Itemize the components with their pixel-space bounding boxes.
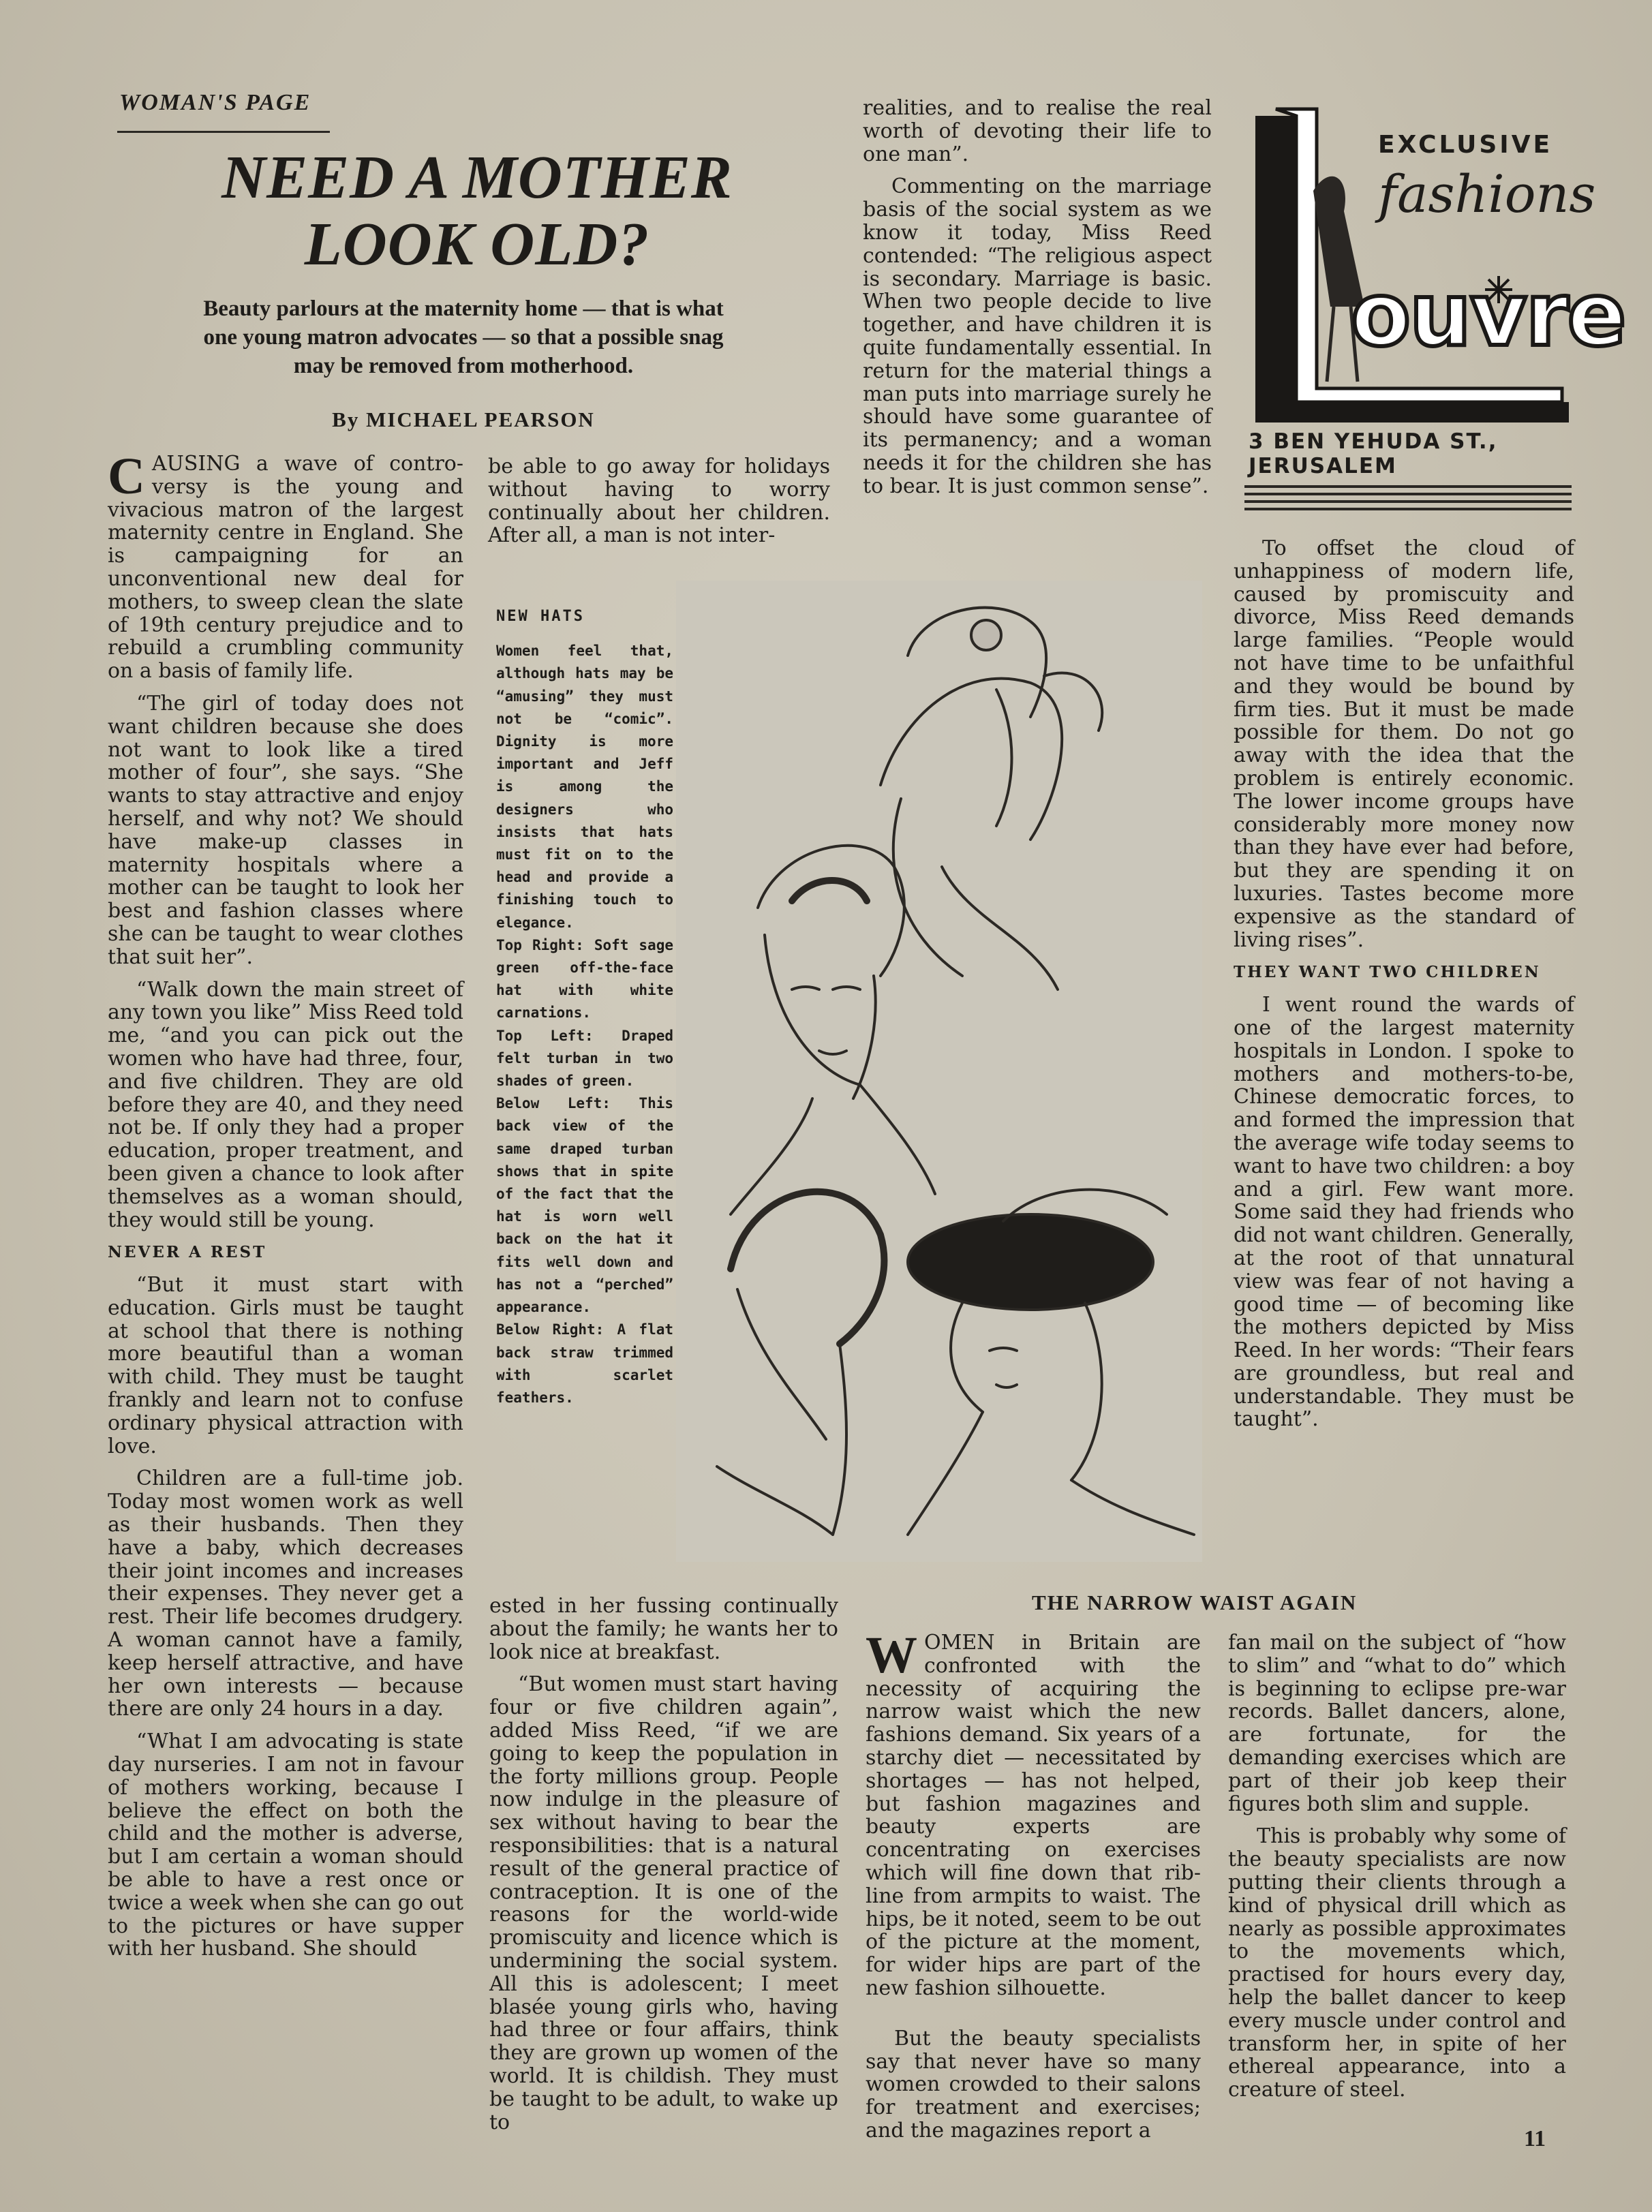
standfirst-line: one young matron advocates — so that a possible snag — [203, 325, 724, 350]
subhead-never-a-rest: NEVER A REST — [108, 1243, 267, 1262]
article-paragraph: OMEN in Britain are confronted with the necessity of acquiring the narrow waist which the new fashions demand. Six years of a starchy diet — necessitated by shortages — has not helped, but fashion magazines and beauty experts are concentrating on exercises which will fine down that rib-line from armpits to waist. The hips, be it noted, seem to be out of the picture at the moment, for wider hips are part of the new fashion silhouette. — [866, 1631, 1201, 2000]
figure-bottom-left — [717, 1192, 884, 1535]
article-paragraph: fan mail on the subject of “how to slim” and “what to do” which is beginning to eclipse pre-war records. Ballet dancers, alone, are fortunate, for the demanding exercises which are part of their job keep their figures both slim and supple. — [1228, 1631, 1566, 1816]
headline — [136, 144, 818, 278]
ad-fashions: fashions — [1378, 164, 1596, 224]
article-column-2-top — [488, 455, 830, 557]
drop-cap: C — [108, 448, 145, 505]
caption-title: NEW HATS — [496, 608, 585, 625]
headline-line-2: LOOK OLD? — [304, 211, 650, 278]
article-paragraph: This is probably why some of the beauty specialists are now putting their clients through a kind of physical drill which as nearly as possible approximates to the movements which, practised for hours every day, help the ballet dancer to keep every muscle under control and transform her, in spite of her ethereal appearance, into a creature of steel. — [1228, 1824, 1566, 2102]
article-paragraph: ested in her fussing continually about the family; he wants her to look nice at breakfast. — [489, 1594, 838, 1664]
article-column-2-bottom — [489, 1595, 838, 2143]
standfirst-line: may be removed from motherhood. — [293, 354, 634, 378]
article-paragraph: be able to go away for holidays without having to worry continually about her children. After all, a man is not inter- — [488, 455, 830, 548]
standfirst — [123, 294, 804, 380]
article-paragraph: “The girl of today does not want children because she does not want to look like a tired mother of four”, she says. “She wants to stay attractive and enjoy herself, and why not? We should have make-up classes in maternity hospitals where a mother can be taught to look her best and fashion classes where she can be taught to wear clothes that suit her”. — [108, 691, 463, 969]
figure-bottom-right — [908, 1190, 1194, 1535]
article-paragraph: Children are a full-time job. Today most women work as well as their husbands. Then they have a baby, which decreases their joint incomes and increases their expenses. They never get a rest. Their life becomes drudgery. A woman cannot have a family, keep herself attractive, and have her own interests — because there are only 24 hours in a day. — [108, 1466, 463, 1721]
section-tag: WOMAN'S PAGE — [119, 90, 311, 115]
caption-text: Below Left: This back view of the same draped turban shows that in spite of the fact that the hat is worn well back on the hat it fits well down and has not a “perched” appearance. — [496, 1095, 673, 1316]
ad-address: 3 BEN YEHUDA ST., JERUSALEM — [1249, 429, 1498, 478]
caption-text: Below Right: A flat back straw trimmed with scarlet feathers. — [496, 1321, 673, 1406]
article-column-4 — [1234, 537, 1574, 1441]
hats-sketch — [676, 581, 1202, 1562]
article-paragraph: “But women must start having four or five children again”, added Miss Reed, “if we are going to keep the population in the forty millions group. People now indulge in the pleasure of sex without having to bear the responsibilities: that is a natural result of the general practice of contraception. It is one of the reasons for the world-wide promiscuity and licence which is undermining the social system. All this is adolescent; I meet blasée young girls who, having had three or four affairs, think they are grown up women of the world. It is childish. They must be taught to be adult, to wake up to — [489, 1672, 838, 2134]
narrow-waist-headline: THE NARROW WAIST AGAIN — [1032, 1591, 1358, 1614]
figure-top-right — [881, 608, 1102, 989]
narrow-waist-column-b — [1228, 1631, 1566, 2111]
article-column-1 — [108, 448, 463, 1970]
standfirst-line: Beauty parlours at the maternity home — that is what — [203, 296, 724, 321]
ad-rule-lines — [1244, 485, 1572, 510]
page-number: 11 — [1524, 2126, 1546, 2151]
caption-text: Top Right: Soft sage green off-the-face hat with white carnations. — [496, 936, 673, 1021]
article-column-3-top — [863, 97, 1212, 508]
caption-text: Top Left: Draped felt turban in two shades of green. — [496, 1027, 673, 1090]
article-paragraph: I went round the wards of one of the largest maternity hospitals in London. I spoke to mothers and mothers-to-be, Chinese democratic forces, to and formed the impression that the average wife today seems to want to have two children: a boy and a girl. Few want more. Some said they had friends who did not want children. Generally, at the root of that unnatural view was fear of not having a good time — of becoming like the mothers depicted by Miss Reed. In her words: “Their fears are groundless, but real and understandable. They must be taught”. — [1234, 993, 1574, 1432]
article-paragraph: realities, and to realise the real worth of devoting their life to one man”. — [863, 96, 1212, 166]
headline-line-1: NEED A MOTHER — [221, 144, 733, 211]
illustration-caption — [496, 605, 673, 1409]
narrow-waist-column-a — [866, 1627, 1201, 2152]
caption-text: Women feel that, although hats may be “amusing” they must not be “comic”. Dignity is more important and Jeff is among the designers who insists that hats must fit on to the head and provide a finishing touch to elegance. — [496, 643, 673, 931]
ad-brand: ouvre — [1351, 264, 1625, 366]
subhead-two-children: THEY WANT TWO CHILDREN — [1234, 963, 1541, 982]
drop-cap: W — [866, 1627, 917, 1684]
louvre-advertisement — [1249, 102, 1625, 478]
hats-illustration — [676, 581, 1202, 1562]
section-rule — [117, 131, 330, 133]
article-paragraph: To offset the cloud of unhappiness of modern life, caused by promiscuity and divorce, Miss Reed demands large families. “People would not have time to be unfaithful and they would be bound by firm ties. But it must be made possible for them. Do not go away with the idea that the problem is entirely economic. The lower income groups have considerably more money now than they have ever had before, but they are spending it on luxuries. Tastes become more expensive as the standard of living rises”. — [1234, 536, 1574, 952]
article-paragraph: AUSING a wave of contro-versy is the young and vivacious matron of the largest maternity centre in England. She is campaigning for an unconventional new deal for mothers, to sweep clean the slate of 19th century prejudice and to rebuild a crumbling community on a basis of family life. — [108, 452, 463, 683]
byline: By MICHAEL PEARSON — [332, 408, 595, 431]
article-paragraph: “What I am advocating is state day nurseries. I am not in favour of mothers working, because I believe the effect on both the child and the mother is adverse, but I am certain a woman should be able to have a rest once or twice a week when she can go out to the pictures or have supper with her husband. She should — [108, 1730, 463, 1961]
article-paragraph: Commenting on the marriage basis of the social system as we know it today, Miss Reed contended: “The religious aspect is secondary. Marriage is basic. When two people decide to live together, and have children it is quite fundamentally essential. In return for the material things a man puts into marriage surely he should have some guarantee of its permanency; and a woman needs it for the children she has to bear. It is just common sense”. — [863, 174, 1212, 498]
article-paragraph: But the beauty specialists say that never have so many women crowded to their salons for treatment and exercises; and the magazines report a — [866, 2026, 1201, 2142]
article-paragraph: “Walk down the main street of any town you like” Miss Reed told me, “and you can pick out the women who have had three, four, and five children. They are old before they are 40, and they need not be. If only they had a proper education, proper treatment, and been given a chance to look after themselves as a woman should, they would still be young. — [108, 977, 463, 1232]
ad-exclusive: EXCLUSIVE — [1378, 131, 1553, 159]
figure-top-left — [731, 846, 935, 1214]
article-paragraph: “But it must start with education. Girls must be taught at school that there is nothing more beautiful than a woman with child. They must be taught frankly and learn not to confuse ordinary physical attraction with love. — [108, 1273, 463, 1458]
